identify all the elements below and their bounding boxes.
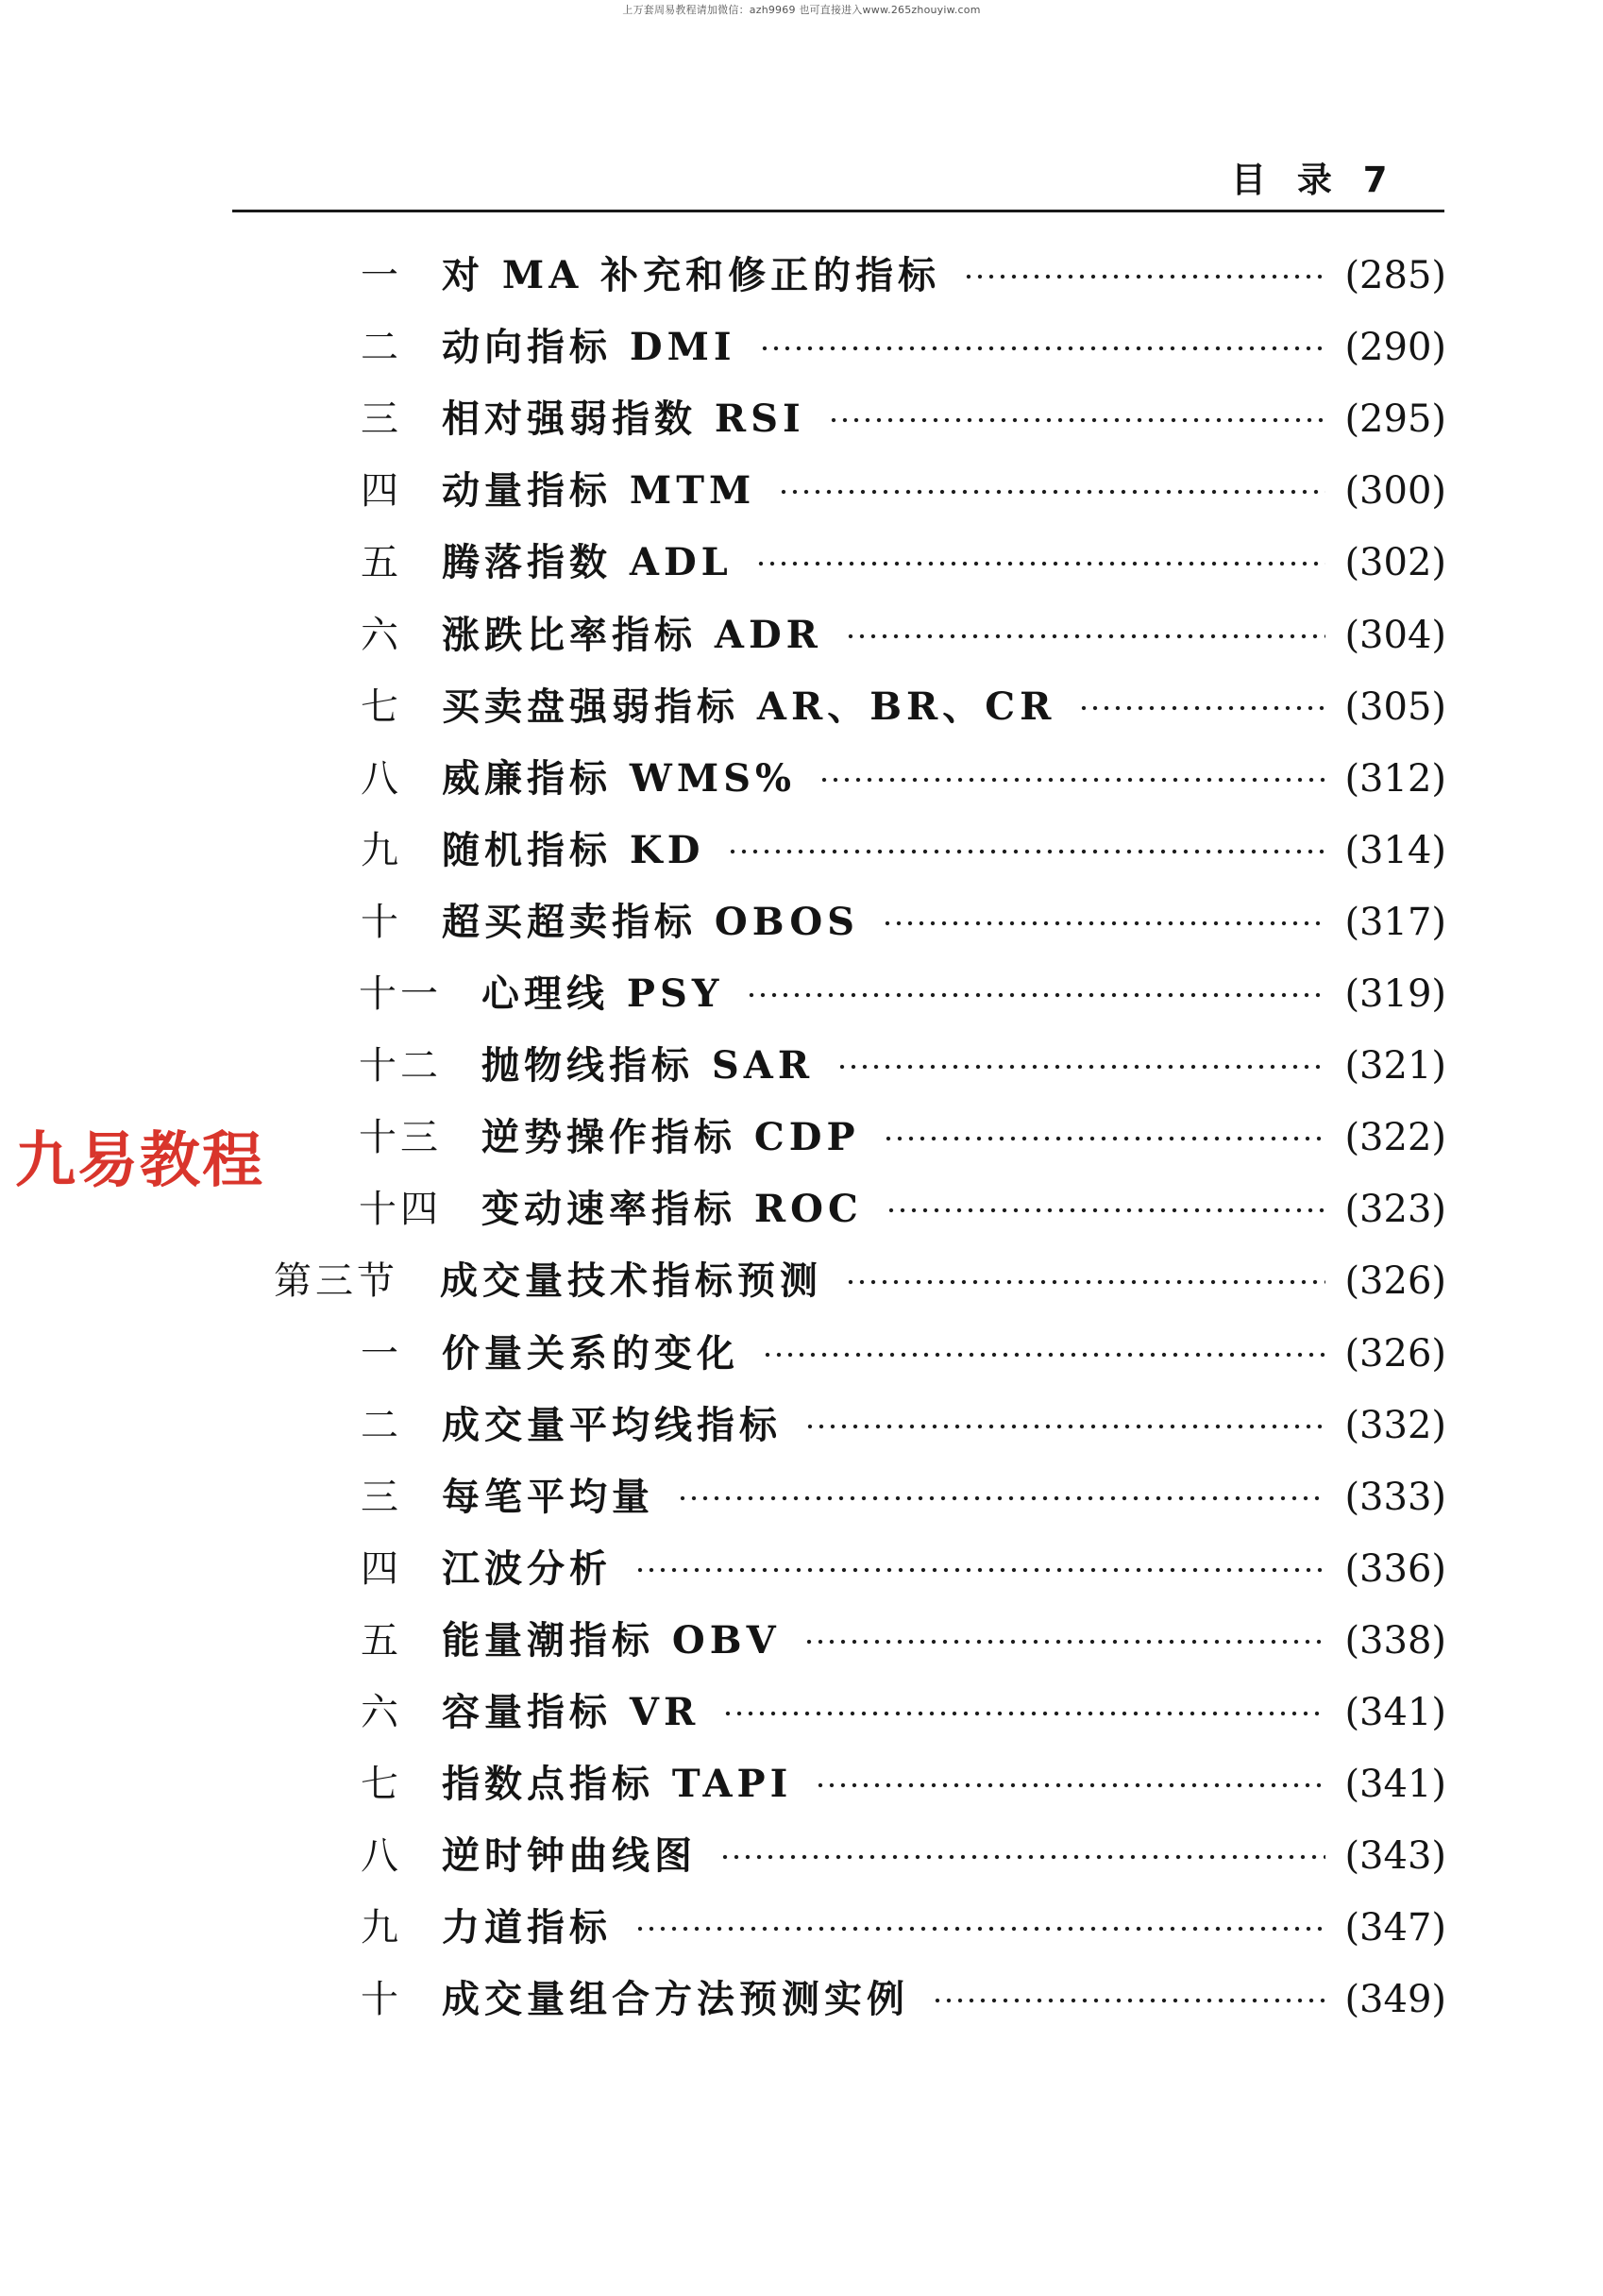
toc-entry-page-number: (304) — [1344, 613, 1446, 657]
toc-leader-dots — [755, 559, 1325, 568]
toc-entry-title: 威廉指标 WMS% — [442, 755, 797, 801]
toc-entry-page-number: (336) — [1344, 1546, 1446, 1591]
toc-entry[interactable] — [0, 534, 1603, 591]
toc-entry-title: 容量指标 VR — [442, 1690, 700, 1734]
toc-entry-number: 七 — [361, 1763, 402, 1807]
toc-leader-dots — [727, 847, 1325, 856]
toc-entry[interactable] — [0, 1325, 1603, 1382]
toc-entry-title: 买卖盘强弱指标 AR、BR、CR — [442, 684, 1056, 729]
toc-entry-title: 抛物线指标 SAR — [481, 1043, 815, 1089]
toc-entry-page-number: (326) — [1344, 1331, 1446, 1376]
toc-entry-page-number: (312) — [1344, 756, 1446, 801]
toc-entry-number: 三 — [361, 397, 402, 442]
toc-entry[interactable] — [0, 966, 1603, 1022]
toc-entry-title: 力道指标 — [442, 1905, 612, 1950]
toc-entry-page-number: (317) — [1344, 900, 1446, 944]
toc-entry[interactable] — [0, 1397, 1603, 1454]
toc-entry[interactable] — [0, 1756, 1603, 1813]
toc-entry-title: 变动速率指标 ROC — [481, 1187, 863, 1232]
page-header-title: 目 录 7 — [1231, 160, 1397, 200]
toc-entry-title: 涨跌比率指标 ADR — [442, 612, 822, 657]
toc-leader-dots — [882, 919, 1325, 928]
toc-entry-page-number: (322) — [1344, 1116, 1446, 1160]
toc-leader-dots — [1078, 703, 1325, 713]
toc-entry[interactable] — [0, 1899, 1603, 1956]
toc-entry[interactable] — [0, 751, 1603, 807]
toc-entry-number: 十一 — [359, 972, 442, 1016]
toc-entry[interactable] — [0, 1612, 1603, 1669]
toc-entry-title: 心理线 PSY — [481, 971, 724, 1016]
toc-entry-title: 指数点指标 TAPI — [442, 1762, 793, 1807]
toc-entry[interactable] — [0, 247, 1603, 304]
toc-entry-page-number: (333) — [1344, 1475, 1446, 1519]
toc-leader-dots — [722, 1709, 1325, 1718]
toc-entry-page-number: (319) — [1344, 972, 1446, 1016]
toc-entry-title: 相对强弱指数 RSI — [442, 397, 805, 442]
toc-entry-page-number: (332) — [1344, 1403, 1446, 1447]
toc-entry-title: 腾落指数 ADL — [442, 540, 733, 585]
toc-entry-number: 十二 — [359, 1044, 442, 1089]
toc-entry-page-number: (347) — [1344, 1906, 1446, 1950]
toc-entry[interactable] — [0, 1828, 1603, 1884]
toc-entry-number: 第三节 — [274, 1259, 398, 1304]
toc-entry-number: 四 — [361, 1546, 402, 1591]
toc-entry-title: 成交量技术指标预测 — [440, 1258, 822, 1304]
toc-entry-page-number: (349) — [1344, 1978, 1446, 2022]
toc-entry-number: 六 — [361, 1691, 402, 1734]
toc-entry-number: 二 — [361, 1403, 402, 1447]
toc-entry[interactable] — [0, 1469, 1603, 1526]
toc-entry-page-number: (290) — [1344, 326, 1446, 370]
toc-entry-title: 成交量组合方法预测实例 — [442, 1977, 909, 2022]
toc-entry-page-number: (302) — [1344, 541, 1446, 585]
toc-leader-dots — [759, 344, 1325, 353]
top-note: 上万套周易教程请加微信：azh9969 也可直接进入www.265zhouyiw.com — [622, 4, 981, 16]
toc-entry[interactable] — [0, 391, 1603, 447]
toc-entry-page-number: (295) — [1344, 397, 1446, 442]
toc-entry-title: 能量潮指标 OBV — [442, 1617, 781, 1663]
toc-entry-title: 逆时钟曲线图 — [442, 1833, 697, 1879]
toc-leader-dots — [762, 1350, 1325, 1359]
toc-leader-dots — [963, 272, 1325, 281]
toc-entry-number: 二 — [361, 326, 402, 370]
toc-entry[interactable] — [0, 822, 1603, 879]
toc-leader-dots — [836, 1062, 1325, 1072]
watermark-text: 九易教程 — [15, 1126, 264, 1196]
toc-entry[interactable] — [0, 1541, 1603, 1597]
toc-entry-number: 四 — [361, 469, 402, 514]
toc-entry-page-number: (343) — [1344, 1834, 1446, 1879]
toc-entry[interactable] — [0, 894, 1603, 951]
toc-leader-dots — [932, 1996, 1325, 2005]
toc-leader-dots — [815, 1781, 1325, 1790]
toc-entry-number: 五 — [361, 1618, 402, 1663]
toc-entry-number: 七 — [361, 684, 402, 729]
toc-entry-number: 九 — [361, 828, 402, 872]
toc-leader-dots — [677, 1494, 1325, 1503]
toc-entry-number: 十四 — [359, 1188, 442, 1232]
toc-entry[interactable] — [0, 1971, 1603, 2028]
toc-entry-number: 十 — [361, 900, 402, 944]
toc-entry[interactable] — [0, 679, 1603, 735]
toc-entry-number: 三 — [361, 1475, 402, 1519]
toc-entry-number: 一 — [361, 1331, 402, 1376]
toc-entry-number: 十三 — [359, 1116, 442, 1160]
toc-entry[interactable] — [0, 607, 1603, 664]
toc-entry-page-number: (323) — [1344, 1188, 1446, 1232]
toc-entry-number: 八 — [361, 756, 402, 801]
toc-entry-number: 十 — [361, 1978, 402, 2022]
toc-entry-number: 八 — [361, 1834, 402, 1879]
toc-entry[interactable] — [0, 1038, 1603, 1094]
toc-leader-dots — [886, 1206, 1325, 1215]
toc-entry[interactable] — [0, 1684, 1603, 1741]
toc-leader-dots — [778, 487, 1325, 497]
toc-entry-title: 动量指标 MTM — [442, 468, 756, 514]
toc-leader-dots — [828, 415, 1325, 425]
toc-entry-title: 对 MA 补充和修正的指标 — [442, 253, 941, 297]
toc-entry-page-number: (321) — [1344, 1044, 1446, 1089]
toc-entry[interactable] — [0, 463, 1603, 519]
toc-leader-dots — [804, 1422, 1325, 1431]
toc-leader-dots — [845, 632, 1325, 641]
toc-leader-dots — [634, 1924, 1325, 1933]
toc-entry-page-number: (285) — [1344, 254, 1446, 297]
toc-leader-dots — [634, 1565, 1325, 1575]
toc-entry-title: 江波分析 — [442, 1545, 612, 1591]
toc-leader-dots — [719, 1852, 1325, 1862]
toc-entry-title: 每笔平均量 — [442, 1474, 654, 1519]
toc-entry-title: 超买超卖指标 OBOS — [442, 899, 860, 944]
toc-entry-title: 成交量平均线指标 — [442, 1402, 782, 1447]
toc-entry-page-number: (341) — [1344, 1763, 1446, 1807]
toc-leader-dots — [818, 775, 1325, 785]
toc-entry-page-number: (314) — [1344, 828, 1446, 872]
toc-entry-title: 逆势操作指标 CDP — [481, 1115, 860, 1160]
toc-entry-title: 价量关系的变化 — [442, 1330, 739, 1376]
toc-entry[interactable] — [0, 319, 1603, 376]
toc-entry-number: 一 — [361, 254, 402, 297]
toc-entry-page-number: (326) — [1344, 1259, 1446, 1304]
toc-entry-page-number: (300) — [1344, 469, 1446, 514]
toc-entry-page-number: (338) — [1344, 1618, 1446, 1663]
toc-leader-dots — [883, 1134, 1325, 1143]
toc-entry-title: 随机指标 KD — [442, 827, 705, 872]
toc-entry-page-number: (341) — [1344, 1691, 1446, 1734]
toc-leader-dots — [746, 990, 1325, 1000]
toc-entry-number: 九 — [361, 1906, 402, 1950]
toc-leader-dots — [845, 1277, 1325, 1287]
toc-entry[interactable] — [0, 1253, 1603, 1309]
toc-entry-number: 六 — [361, 613, 402, 657]
toc-entry-title: 动向指标 DMI — [442, 325, 736, 370]
toc-entry-page-number: (305) — [1344, 684, 1446, 729]
toc-entry-number: 五 — [361, 541, 402, 585]
toc-leader-dots — [803, 1637, 1325, 1646]
header-rule — [232, 210, 1444, 212]
